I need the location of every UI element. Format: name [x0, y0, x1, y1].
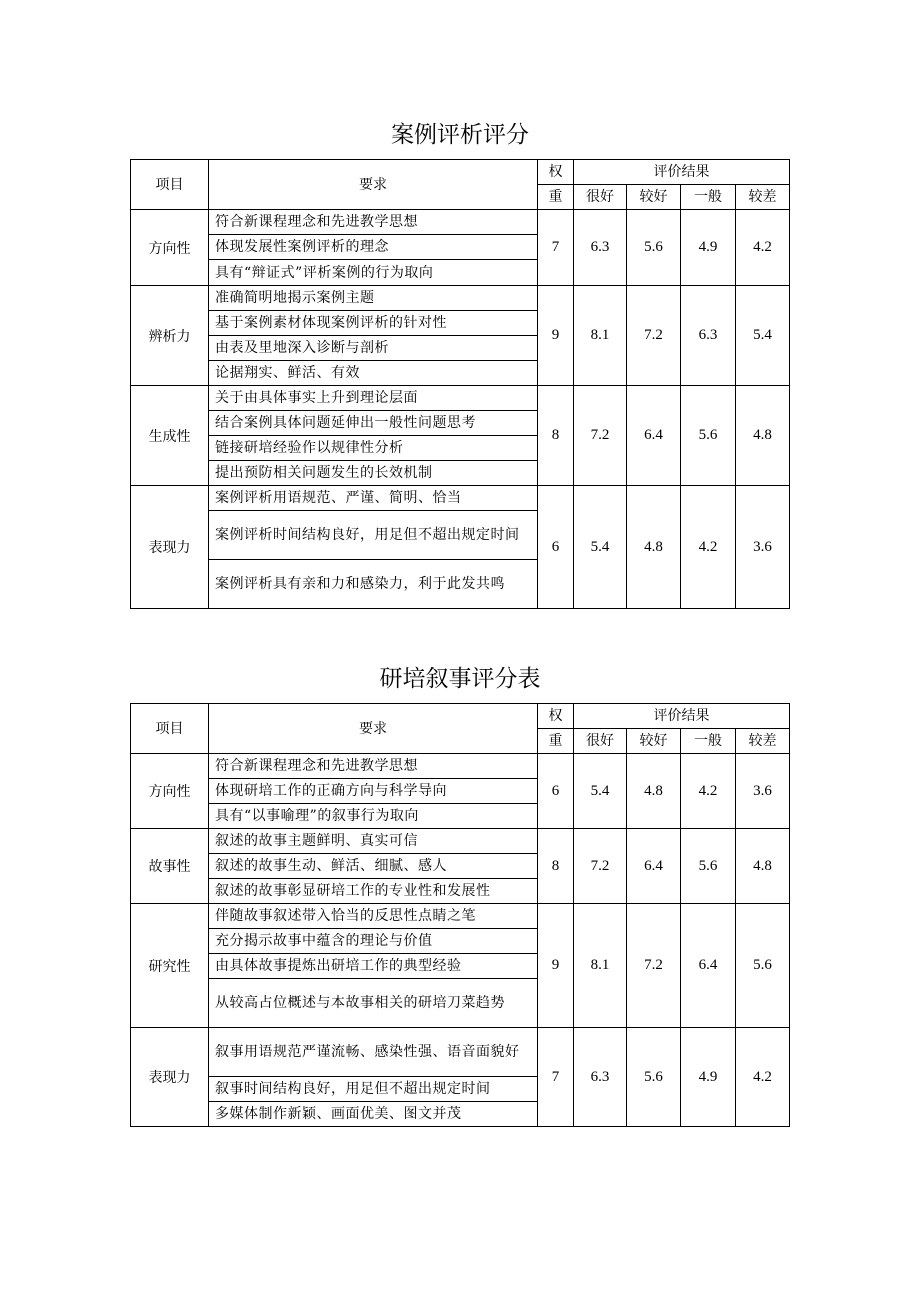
requirement-cell: 案例评析具有亲和力和感染力，利于此发共鸣 — [209, 560, 538, 609]
weight-cell: 6 — [538, 486, 574, 609]
item-cell: 研究性 — [131, 904, 209, 1028]
requirement-cell: 叙事时间结构良好，用足但不超出规定时间 — [209, 1077, 538, 1102]
score-cell: 4.9 — [681, 210, 736, 286]
score-cell: 5.6 — [681, 829, 736, 904]
weight-cell: 7 — [538, 1028, 574, 1127]
header-item: 项目 — [131, 704, 209, 754]
score-cell: 5.4 — [736, 286, 790, 386]
item-cell: 方向性 — [131, 210, 209, 286]
header-grade: 较好 — [627, 729, 681, 754]
table-title: 研培叙事评分表 — [379, 666, 541, 692]
weight-cell: 7 — [538, 210, 574, 286]
header-requirement: 要求 — [209, 704, 538, 754]
table-row — [131, 829, 790, 854]
header-grade: 很好 — [574, 185, 627, 210]
item-cell: 表现力 — [131, 486, 209, 609]
score-cell: 7.2 — [627, 904, 681, 1028]
weight-cell: 8 — [538, 386, 574, 486]
requirement-cell: 具有“以事喻理”的叙事行为取向 — [209, 804, 538, 829]
score-cell: 6.3 — [681, 286, 736, 386]
score-cell: 7.2 — [574, 386, 627, 486]
requirement-cell: 提出预防相关问题发生的长效机制 — [209, 461, 538, 486]
header-weight: 重 — [538, 185, 574, 210]
requirement-cell: 论据翔实、鲜活、有效 — [209, 361, 538, 386]
requirement-cell: 由表及里地深入诊断与剖析 — [209, 336, 538, 361]
requirement-cell: 链接研培经验作以规律性分析 — [209, 436, 538, 461]
score-cell: 8.1 — [574, 904, 627, 1028]
header-grade: 一般 — [681, 185, 736, 210]
score-cell: 5.6 — [681, 386, 736, 486]
table-row — [131, 754, 790, 779]
requirement-cell: 伴随故事叙述带入恰当的反思性点睛之笔 — [209, 904, 538, 929]
header-weight: 权 — [538, 704, 574, 729]
header-grade: 较差 — [736, 729, 790, 754]
score-cell: 5.4 — [574, 486, 627, 609]
requirement-cell: 基于案例素材体现案例评析的针对性 — [209, 311, 538, 336]
score-cell: 3.6 — [736, 486, 790, 609]
score-cell: 4.8 — [627, 754, 681, 829]
score-cell: 6.4 — [681, 904, 736, 1028]
table-row — [131, 286, 790, 311]
requirement-cell: 叙述的故事生动、鲜活、细腻、感人 — [209, 854, 538, 879]
score-cell: 6.3 — [574, 210, 627, 286]
score-cell: 4.8 — [736, 829, 790, 904]
requirement-cell: 由具体故事提炼出研培工作的典型经验 — [209, 954, 538, 979]
table-row — [131, 210, 790, 235]
score-cell: 5.6 — [627, 210, 681, 286]
score-cell: 6.4 — [627, 386, 681, 486]
requirement-cell: 从较高占位概述与本故事相关的研培刀菜趋势 — [209, 979, 538, 1028]
weight-cell: 9 — [538, 904, 574, 1028]
weight-cell: 6 — [538, 754, 574, 829]
requirement-cell: 叙述的故事彰显研培工作的专业性和发展性 — [209, 879, 538, 904]
score-cell: 6.4 — [627, 829, 681, 904]
score-cell: 3.6 — [736, 754, 790, 829]
item-cell: 故事性 — [131, 829, 209, 904]
item-cell: 方向性 — [131, 754, 209, 829]
requirement-cell: 多媒体制作新颖、画面优美、图文并茂 — [209, 1102, 538, 1127]
requirement-cell: 体现研培工作的正确方向与科学导向 — [209, 779, 538, 804]
requirement-cell: 案例评析时间结构良好，用足但不超出规定时间 — [209, 511, 538, 560]
score-cell: 6.3 — [574, 1028, 627, 1127]
score-cell: 4.2 — [681, 486, 736, 609]
item-cell: 生成性 — [131, 386, 209, 486]
score-cell: 8.1 — [574, 286, 627, 386]
requirement-cell: 叙事用语规范严谨流畅、感染性强、语音面貌好 — [209, 1028, 538, 1077]
requirement-cell: 准确简明地揭示案例主题 — [209, 286, 538, 311]
table-row — [131, 1028, 790, 1077]
requirement-cell: 具有“辩证式”评析案例的行为取向 — [209, 260, 538, 286]
score-cell: 4.8 — [627, 486, 681, 609]
header-result: 评价结果 — [574, 160, 790, 185]
score-cell: 4.2 — [681, 754, 736, 829]
requirement-cell: 符合新课程理念和先进教学思想 — [209, 210, 538, 235]
score-cell: 4.8 — [736, 386, 790, 486]
header-item: 项目 — [131, 160, 209, 210]
item-cell: 表现力 — [131, 1028, 209, 1127]
scoring-table — [130, 703, 790, 1127]
weight-cell: 9 — [538, 286, 574, 386]
score-cell: 7.2 — [627, 286, 681, 386]
score-cell: 5.6 — [627, 1028, 681, 1127]
weight-cell: 8 — [538, 829, 574, 904]
requirement-cell: 体现发展性案例评析的理念 — [209, 235, 538, 260]
table-row — [131, 486, 790, 511]
requirement-cell: 结合案例具体问题延伸出一般性问题思考 — [209, 411, 538, 436]
header-weight: 重 — [538, 729, 574, 754]
scoring-table — [130, 159, 790, 609]
score-cell: 4.2 — [736, 1028, 790, 1127]
table-row — [131, 904, 790, 929]
header-grade: 较好 — [627, 185, 681, 210]
requirement-cell: 叙述的故事主题鲜明、真实可信 — [209, 829, 538, 854]
requirement-cell: 关于由具体事实上升到理论层面 — [209, 386, 538, 411]
header-grade: 较差 — [736, 185, 790, 210]
item-cell: 辨析力 — [131, 286, 209, 386]
requirement-cell: 符合新课程理念和先进教学思想 — [209, 754, 538, 779]
header-grade: 一般 — [681, 729, 736, 754]
score-cell: 5.4 — [574, 754, 627, 829]
table-title: 案例评析评分 — [391, 122, 529, 148]
requirement-cell: 案例评析用语规范、严谨、简明、恰当 — [209, 486, 538, 511]
header-grade: 很好 — [574, 729, 627, 754]
score-cell: 4.2 — [736, 210, 790, 286]
score-cell: 5.6 — [736, 904, 790, 1028]
header-result: 评价结果 — [574, 704, 790, 729]
table-row — [131, 386, 790, 411]
score-cell: 7.2 — [574, 829, 627, 904]
header-requirement: 要求 — [209, 160, 538, 210]
score-cell: 4.9 — [681, 1028, 736, 1127]
header-weight: 权 — [538, 160, 574, 185]
requirement-cell: 充分揭示故事中蕴含的理论与价值 — [209, 929, 538, 954]
